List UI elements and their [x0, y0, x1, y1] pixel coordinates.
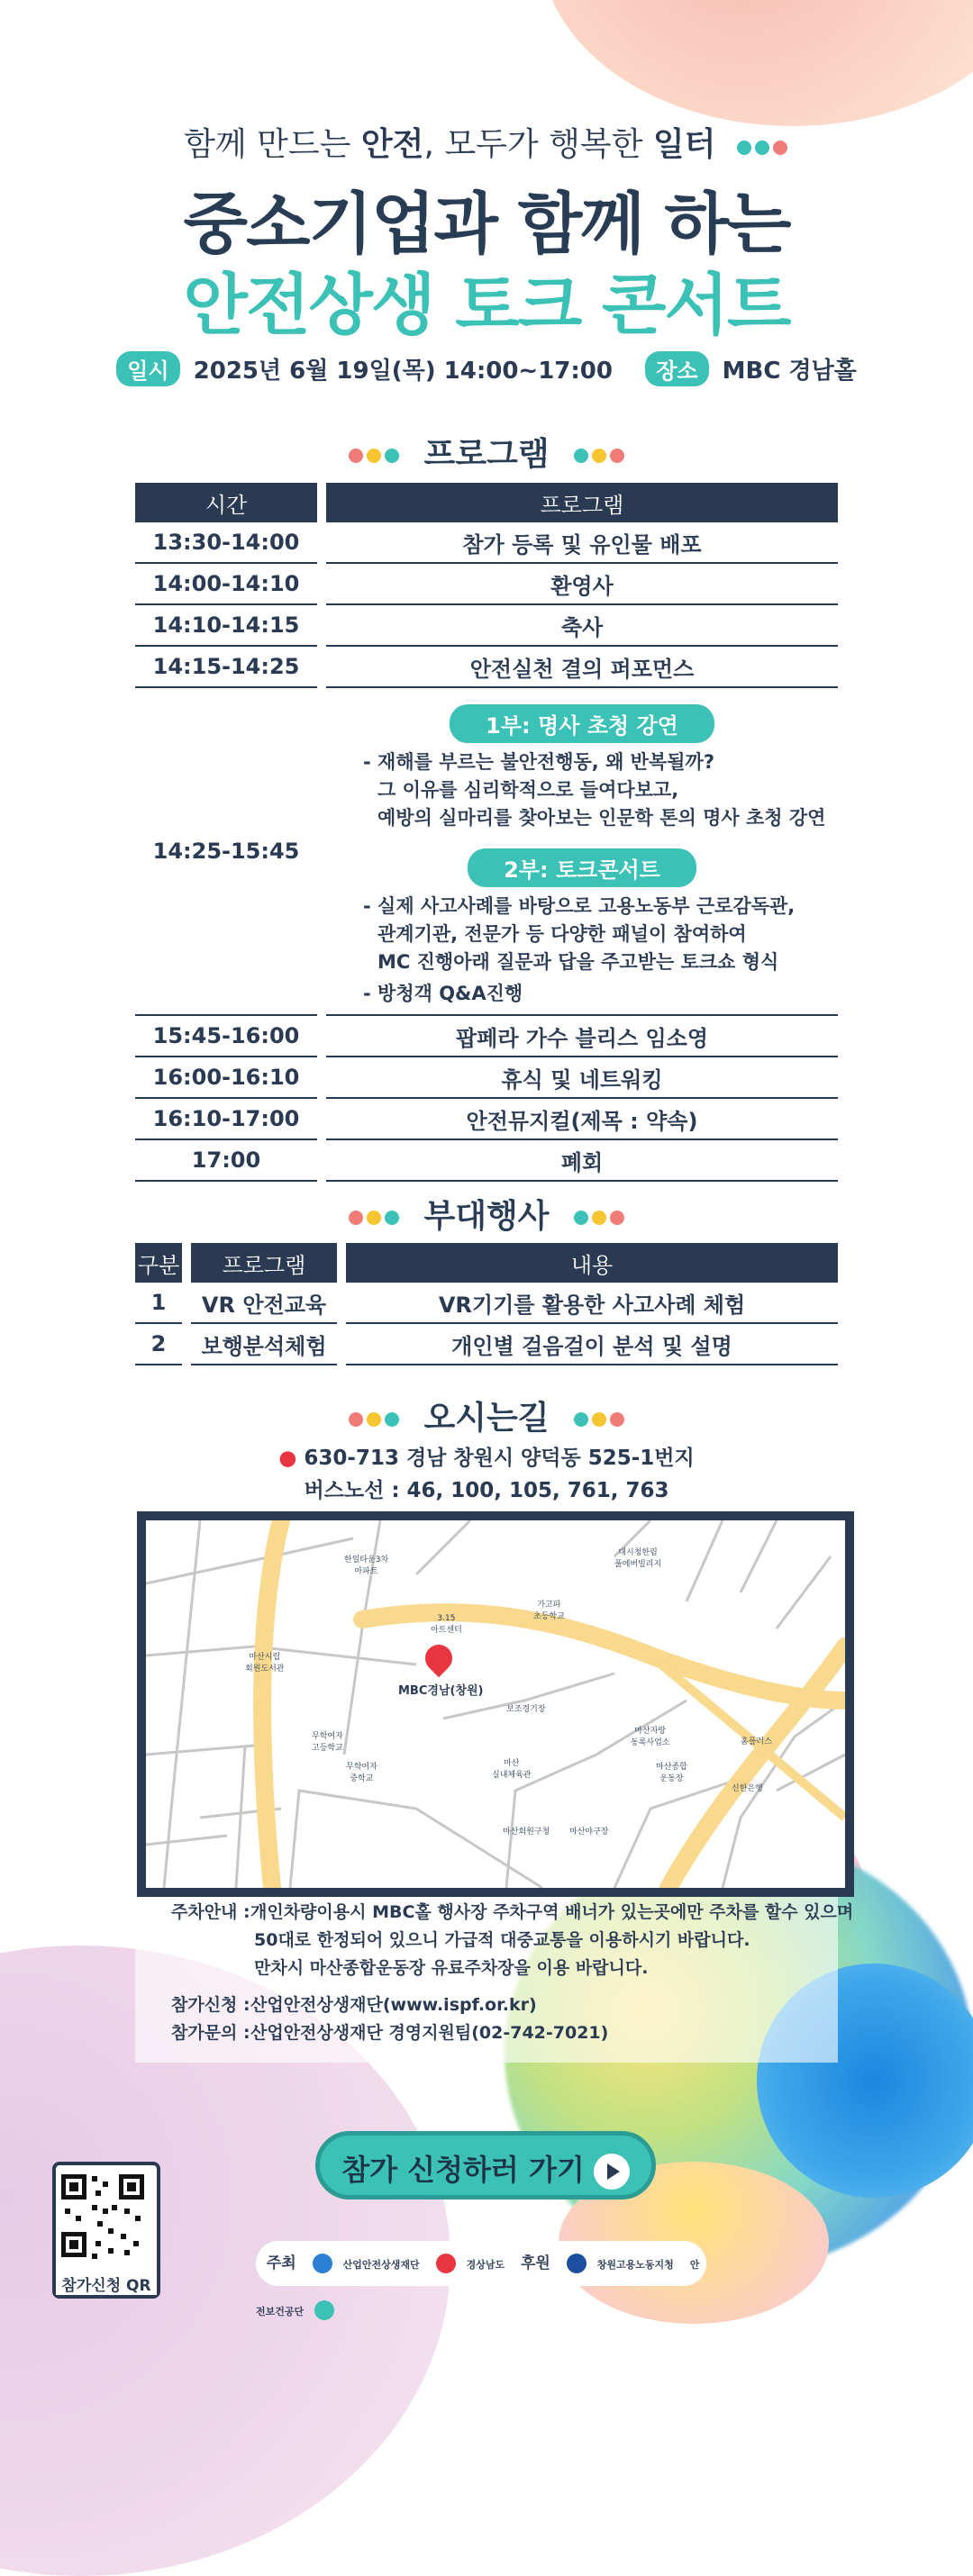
col-program: 프로그램	[326, 483, 838, 522]
kosha-logo-icon	[314, 2300, 334, 2320]
qr-label: 참가신청 QR	[56, 2272, 157, 2295]
qr-code[interactable]	[52, 2162, 160, 2299]
map-label: 마산자랑 동록사업소	[631, 1727, 670, 1747]
side-events-table	[126, 1243, 847, 1365]
map-label: 한일타운3차 아파트	[344, 1556, 389, 1576]
place-value: MBC 경남홀	[722, 358, 857, 385]
part1-pill: 1부: 명사 초청 강연	[450, 704, 714, 743]
map-label: 가고파 초등학교	[533, 1601, 565, 1621]
table-row: 16:00-16:10 휴식 및 네트워킹	[135, 1057, 838, 1099]
location-map[interactable]	[137, 1511, 854, 1897]
map-label: 무학여자 중학교	[346, 1763, 377, 1783]
table-row: 14:10-14:15 축사	[135, 605, 838, 647]
address: ● 630-713 경남 창원시 양덕동 525-1번지	[278, 1447, 695, 1470]
map-label: 마산시립 회원도서관	[245, 1653, 285, 1673]
ispf-logo-icon	[313, 2254, 332, 2273]
map-label: 마산야구장	[569, 1828, 609, 1837]
bus-routes: 버스노선 : 46, 100, 105, 761, 763	[304, 1479, 669, 1502]
map-label: 무학여자 고등학교	[312, 1732, 343, 1753]
table-row: 17:00 폐회	[135, 1140, 838, 1182]
qr-icon	[56, 2169, 150, 2268]
map-label: 대시청한림 풀에버빌리지	[614, 1548, 662, 1569]
apply-button[interactable]: 참가 신청하러 가기	[315, 2131, 656, 2200]
title-line-1: 중소기업과 함께 하는	[183, 186, 790, 263]
date-pill: 일시	[116, 351, 179, 386]
decor-blob-top	[541, 0, 973, 126]
host-label: 주최	[266, 2254, 296, 2272]
map-label: 마산 실내체육관	[492, 1759, 532, 1780]
table-row-main: 14:25-15:45 1부: 명사 초청 강연 - 재해를 부르는 불안전행동, 왜 반복될까? 그 이유를 심리학적으로 들여다보고, 예방의 실마리를 찾아보는 인문학 톤의 명사 초청 강연 2부: 토크콘서트 - 실제 사고사례를 바탕으로 고용노동부 근로감독관, 관계기관, 전문가 등 다양한 패널이 참여하여 MC 진행아래 질문과 답을 주고받는 토크쇼 형식 - 방청객 Q&A진행	[135, 688, 838, 1016]
col-content: 내용	[346, 1243, 838, 1283]
sponsor-label: 후원	[521, 2254, 550, 2272]
gyeongnam-logo-icon	[436, 2254, 456, 2273]
map-label: 3.15 아트센터	[431, 1614, 462, 1635]
event-info	[0, 351, 973, 386]
footer-logos: 주최 산업안전상생재단 경상남도 후원 창원고용노동지청 안전보건공단	[256, 2241, 706, 2286]
title-line-2: 안전상생 토크 콘서트	[183, 267, 790, 344]
map-label: 마산회원구청	[503, 1828, 550, 1837]
table-row: 13:30-14:00 참가 등록 및 유인물 배포	[135, 522, 838, 564]
col-time: 시간	[135, 483, 317, 522]
place-pill: 장소	[645, 351, 708, 386]
table-row: 1 VR 안전교육 VR기기를 활용한 사고사례 체험	[135, 1283, 838, 1324]
table-row: 16:10-17:00 안전뮤지컬(제목 : 약속)	[135, 1099, 838, 1140]
map-graphic	[146, 1520, 845, 1888]
part2-pill: 2부: 토크콘서트	[468, 848, 696, 887]
program-heading: 프로그램	[0, 429, 973, 475]
table-row: 2 보행분석체험 개인별 걸음걸이 분석 및 설명	[135, 1324, 838, 1365]
notes-block: 주차안내 :개인차량이용시 MBC홀 행사장 주차구역 배너가 있는곳에만 주차를 할수 있으며 50대로 한정되어 있으니 가급적 대중교통을 이용하시기 바랍니다. 만차시 마산종합운동장 유료주차장을 이용 바랍니다. 참가신청 :산업안전상생재단(www.ispf.or.kr) 참가문의 :산업안전상생재단 경영지원팀(02-742-7021)	[171, 1902, 854, 2043]
table-row: 14:15-14:25 안전실천 결의 퍼포먼스	[135, 647, 838, 688]
directions-heading: 오시는길	[0, 1392, 973, 1438]
col-program: 프로그램	[191, 1243, 337, 1283]
side-events-heading: 부대행사	[0, 1191, 973, 1237]
map-label: 보조경기장	[506, 1705, 546, 1714]
map-label: 홈플러스	[741, 1737, 772, 1746]
table-row: 14:00-14:10 환영사	[135, 564, 838, 605]
apply-link[interactable]: 산업안전상생재단(www.ispf.or.kr)	[250, 1995, 537, 2015]
col-no: 구분	[135, 1243, 182, 1283]
map-label: 신한은행	[732, 1784, 763, 1793]
location-pin-icon: ●	[278, 1447, 297, 1470]
part2-desc: - 실제 사고사례를 바탕으로 고용노동부 근로감독관, 관계기관, 전문가 등 다양한 패널이 참여하여 MC 진행아래 질문과 답을 주고받는 토크쇼 형식 - 방청객 Q&A진행	[363, 894, 796, 1004]
subtitle: 함께 만드는 안전, 모두가 행복한 일터	[0, 119, 973, 165]
table-row: 15:45-16:00 팝페라 가수 블리스 임소영	[135, 1016, 838, 1057]
program-table	[126, 483, 847, 1182]
map-label: 마산종합 운동장	[656, 1763, 687, 1783]
map-label-main: MBC경남(창원)	[398, 1681, 484, 1698]
date-value: 2025년 6월 19일(목) 14:00~17:00	[193, 358, 613, 385]
play-icon	[594, 2154, 630, 2190]
part1-desc: - 재해를 부르는 불안전행동, 왜 반복될까? 그 이유를 심리학적으로 들여다보고, 예방의 실마리를 찾아보는 인문학 톤의 명사 초청 강연	[363, 750, 826, 829]
labor-ministry-logo-icon	[567, 2254, 587, 2273]
dots-decor	[735, 128, 789, 165]
